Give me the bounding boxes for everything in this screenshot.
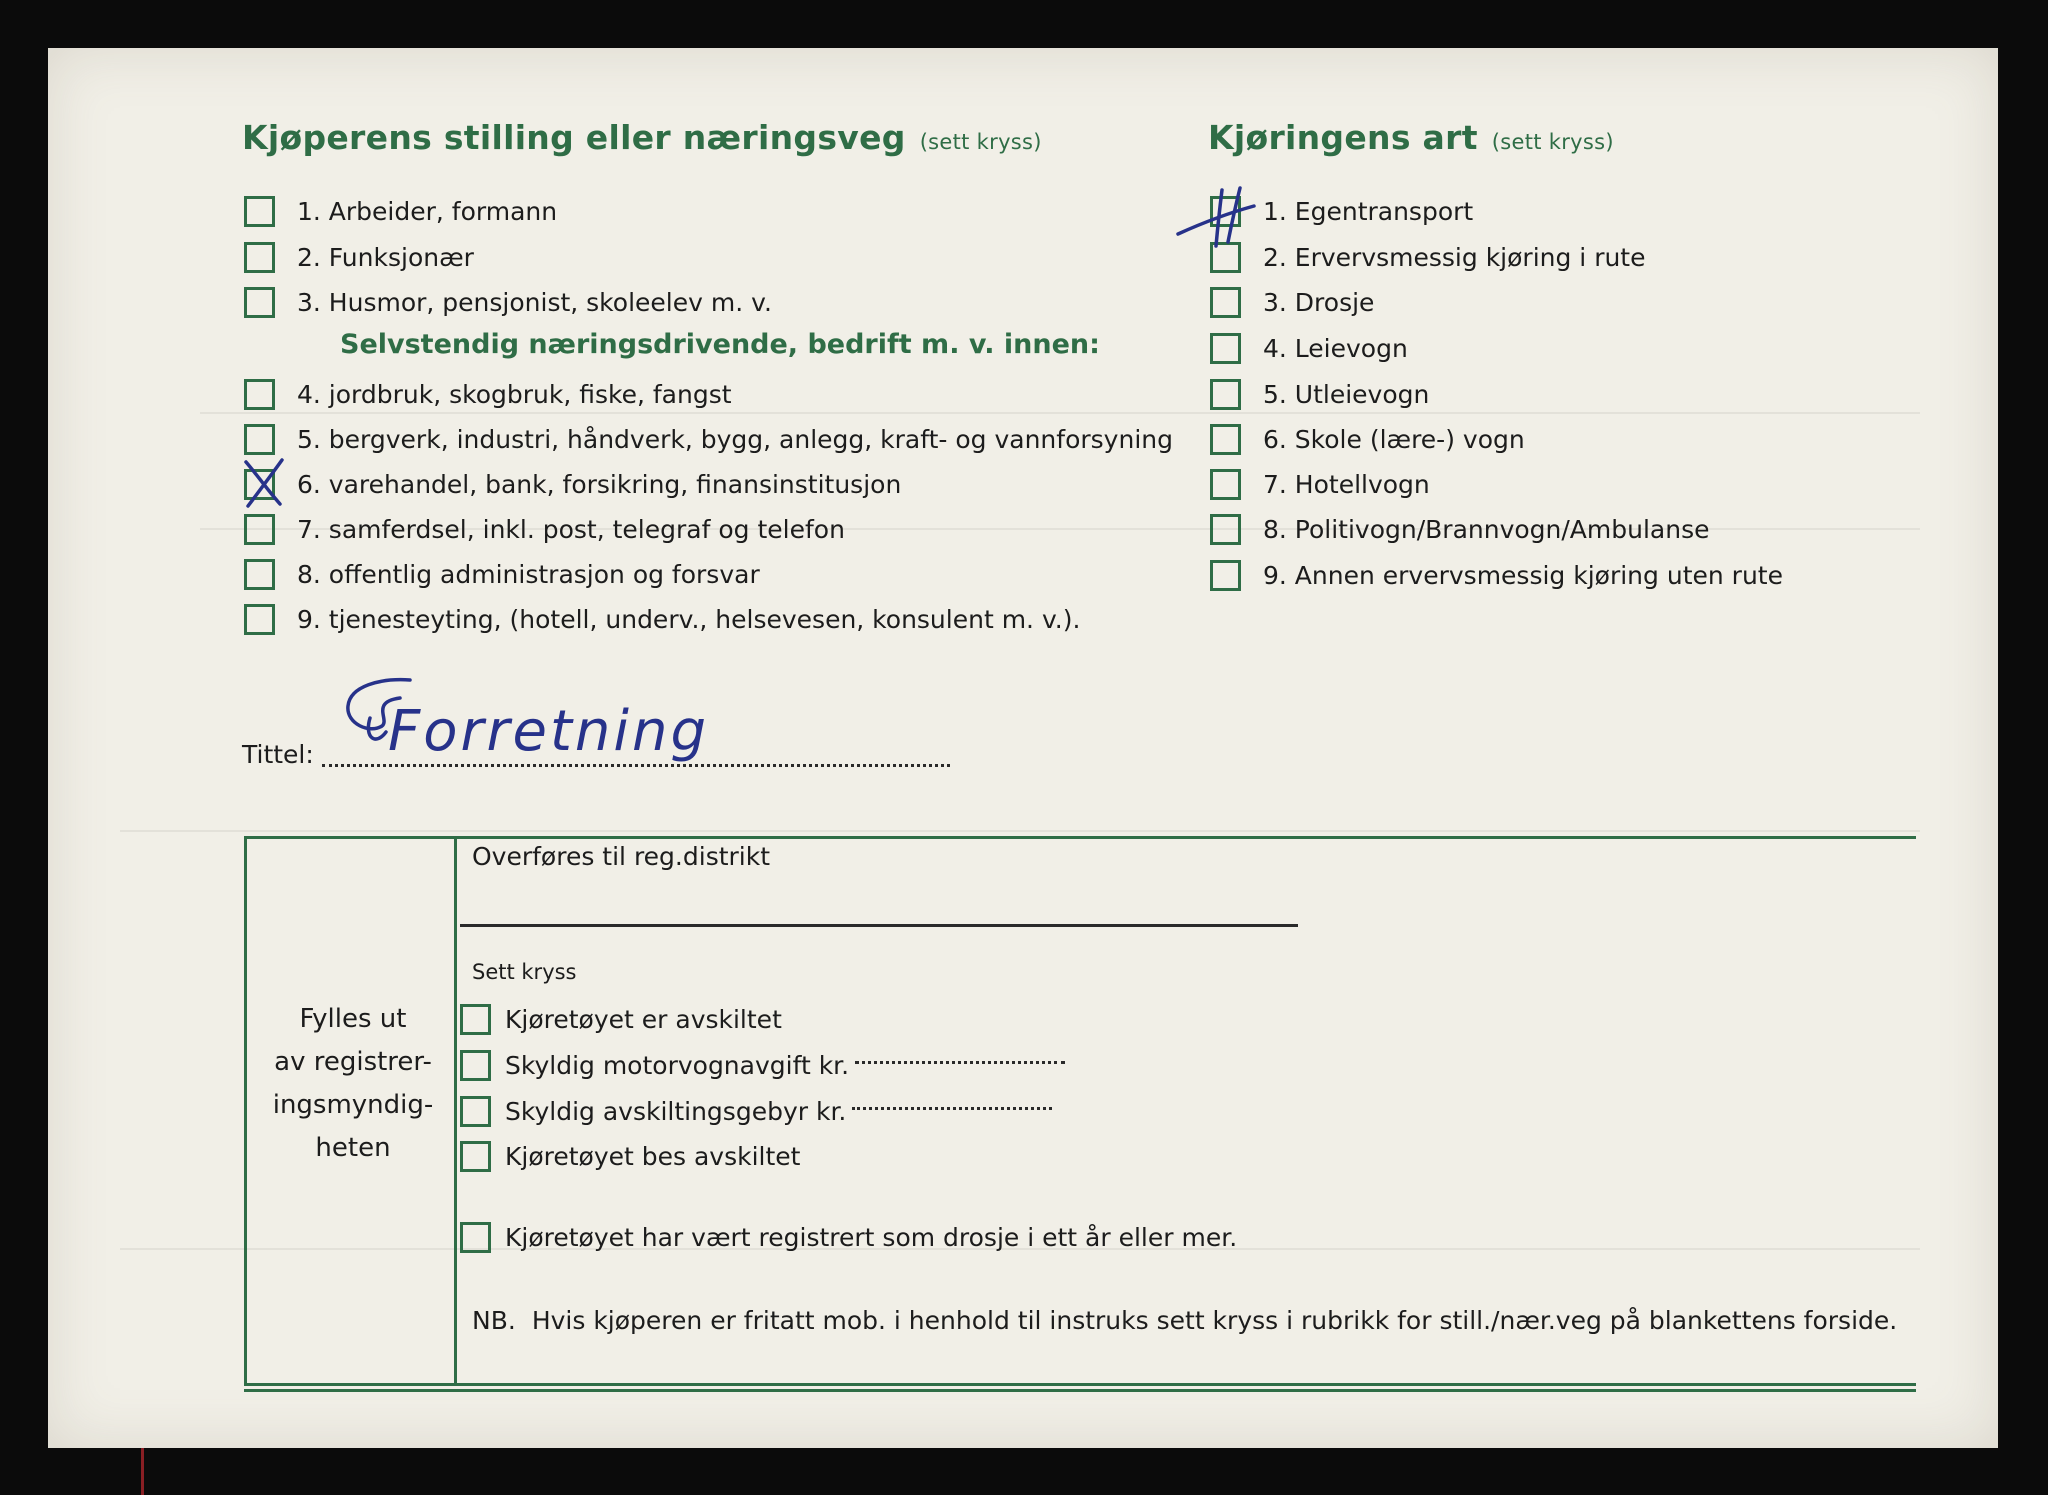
checkbox[interactable] (1210, 424, 1241, 455)
registration-divider (454, 838, 457, 1384)
registration-bottom-rule (244, 1389, 1916, 1392)
checkbox[interactable] (1210, 379, 1241, 410)
left-option-9[interactable] (244, 600, 1080, 638)
checkbox[interactable] (1210, 560, 1241, 591)
binding-edge (141, 1448, 144, 1495)
option-label: 3. Husmor, pensjonist, skoleelev m. v. (297, 287, 772, 317)
left-subheading: Selvstendig næringsdrivende, bedrift m. v. innen: (340, 329, 1100, 360)
right-option-4[interactable] (1210, 329, 1408, 367)
nb-text: Hvis kjøperen er fritatt mob. i henhold til instruks sett kryss i rubrikk for still./nær.veg på blankettens forside. (531, 1306, 1898, 1335)
option-label: 1. Arbeider, formann (297, 196, 558, 226)
check-label: Skyldig motorvognavgift kr. (505, 1050, 850, 1080)
left-option-6[interactable] (244, 465, 901, 503)
amount-field[interactable] (855, 1061, 1065, 1064)
check-label: Kjøretøyet er avskiltet (505, 1004, 782, 1034)
checkbox[interactable] (460, 1141, 491, 1172)
right-option-3[interactable] (1210, 283, 1374, 321)
side-text-line: av registrer- (274, 1047, 432, 1077)
option-label: 7. samferdsel, inkl. post, telegraf og telefon (297, 514, 845, 544)
left-heading-text: Kjøperens stilling eller næringsveg (242, 118, 906, 157)
left-option-5[interactable] (244, 420, 1173, 458)
left-heading (242, 118, 1042, 157)
tittel-handwritten-value (340, 668, 840, 788)
checkbox[interactable] (460, 1222, 491, 1253)
checkbox[interactable] (244, 604, 275, 635)
option-label: 8. offentlig administrasjon og forsvar (297, 559, 760, 589)
option-label: 4. jordbruk, skogbruk, fiske, fangst (297, 379, 732, 409)
checkbox[interactable] (244, 242, 275, 273)
reg-check-motorvognavgift[interactable] (460, 1046, 1065, 1084)
checkbox[interactable] (244, 469, 275, 500)
check-label: Kjøretøyet har vært registrert som drosje i ett år eller mer. (505, 1222, 1238, 1252)
checkbox[interactable] (1210, 514, 1241, 545)
transfer-district-label: Overføres til reg.distrikt (472, 842, 771, 871)
checkbox[interactable] (1210, 469, 1241, 500)
reg-check-avskiltet[interactable] (460, 1000, 782, 1038)
option-label: 8. Politivogn/Brannvogn/Ambulanse (1263, 514, 1710, 544)
sett-kryss-label: Sett kryss (472, 960, 577, 984)
left-option-7[interactable] (244, 510, 845, 548)
right-option-8[interactable] (1210, 510, 1710, 548)
option-label: 6. varehandel, bank, forsikring, finansinstitusjon (297, 469, 902, 499)
right-option-1[interactable] (1210, 192, 1473, 230)
side-text-line: ingsmyndig- (272, 1090, 434, 1120)
checkbox[interactable] (244, 424, 275, 455)
checkbox[interactable] (244, 559, 275, 590)
left-heading-note: (sett kryss) (919, 130, 1042, 154)
check-label: Skyldig avskiltingsgebyr kr. (505, 1096, 847, 1126)
right-heading-note: (sett kryss) (1491, 130, 1614, 154)
option-label: 1. Egentransport (1263, 196, 1474, 226)
tittel-label: Tittel: (242, 740, 314, 769)
option-label: 6. Skole (lære-) vogn (1263, 424, 1525, 454)
option-label: 9. Annen ervervsmessig kjøring uten rute (1263, 560, 1783, 590)
reg-check-bes-avskiltet[interactable] (460, 1137, 800, 1175)
checkbox[interactable] (244, 287, 275, 318)
side-text-line: heten (315, 1133, 391, 1163)
checkbox[interactable] (1210, 333, 1241, 364)
amount-field[interactable] (852, 1107, 1052, 1110)
transfer-district-field[interactable] (460, 924, 1298, 927)
nb-note (472, 1306, 1897, 1335)
left-option-1[interactable] (244, 192, 557, 230)
registration-side-text (258, 998, 448, 1170)
option-label: 3. Drosje (1263, 287, 1375, 317)
checkbox[interactable] (1210, 242, 1241, 273)
option-label: 9. tjenesteyting, (hotell, underv., helsevesen, konsulent m. v.). (297, 604, 1081, 634)
right-option-5[interactable] (1210, 375, 1429, 413)
left-option-3[interactable] (244, 283, 772, 321)
checkbox[interactable] (244, 379, 275, 410)
checkbox[interactable] (460, 1004, 491, 1035)
option-label: 2. Ervervsmessig kjøring i rute (1263, 242, 1646, 272)
right-heading-text: Kjøringens art (1208, 118, 1478, 157)
right-option-7[interactable] (1210, 465, 1430, 503)
checkbox[interactable] (460, 1050, 491, 1081)
checkbox[interactable] (244, 514, 275, 545)
checkbox[interactable] (1210, 287, 1241, 318)
checkbox[interactable] (1210, 196, 1241, 227)
option-label: 4. Leievogn (1263, 333, 1408, 363)
left-option-8[interactable] (244, 555, 760, 593)
right-option-6[interactable] (1210, 420, 1525, 458)
option-label: 5. bergverk, industri, håndverk, bygg, anlegg, kraft- og vannforsyning (297, 424, 1173, 454)
nb-label: NB. (472, 1306, 516, 1335)
option-label: 5. Utleievogn (1263, 379, 1430, 409)
left-option-2[interactable] (244, 238, 474, 276)
side-text-line: Fylles ut (299, 1004, 407, 1034)
option-label: 2. Funksjonær (297, 242, 474, 272)
check-label: Kjøretøyet bes avskiltet (505, 1141, 801, 1171)
right-option-9[interactable] (1210, 556, 1783, 594)
left-option-4[interactable] (244, 375, 732, 413)
right-heading (1208, 118, 1614, 157)
option-label: 7. Hotellvogn (1263, 469, 1430, 499)
reg-check-drosje[interactable] (460, 1218, 1237, 1256)
svg-text:Forretning: Forretning (388, 699, 710, 764)
reg-check-avskiltingsgebyr[interactable] (460, 1092, 1052, 1130)
checkbox[interactable] (244, 196, 275, 227)
checkbox[interactable] (460, 1096, 491, 1127)
right-option-2[interactable] (1210, 238, 1646, 276)
